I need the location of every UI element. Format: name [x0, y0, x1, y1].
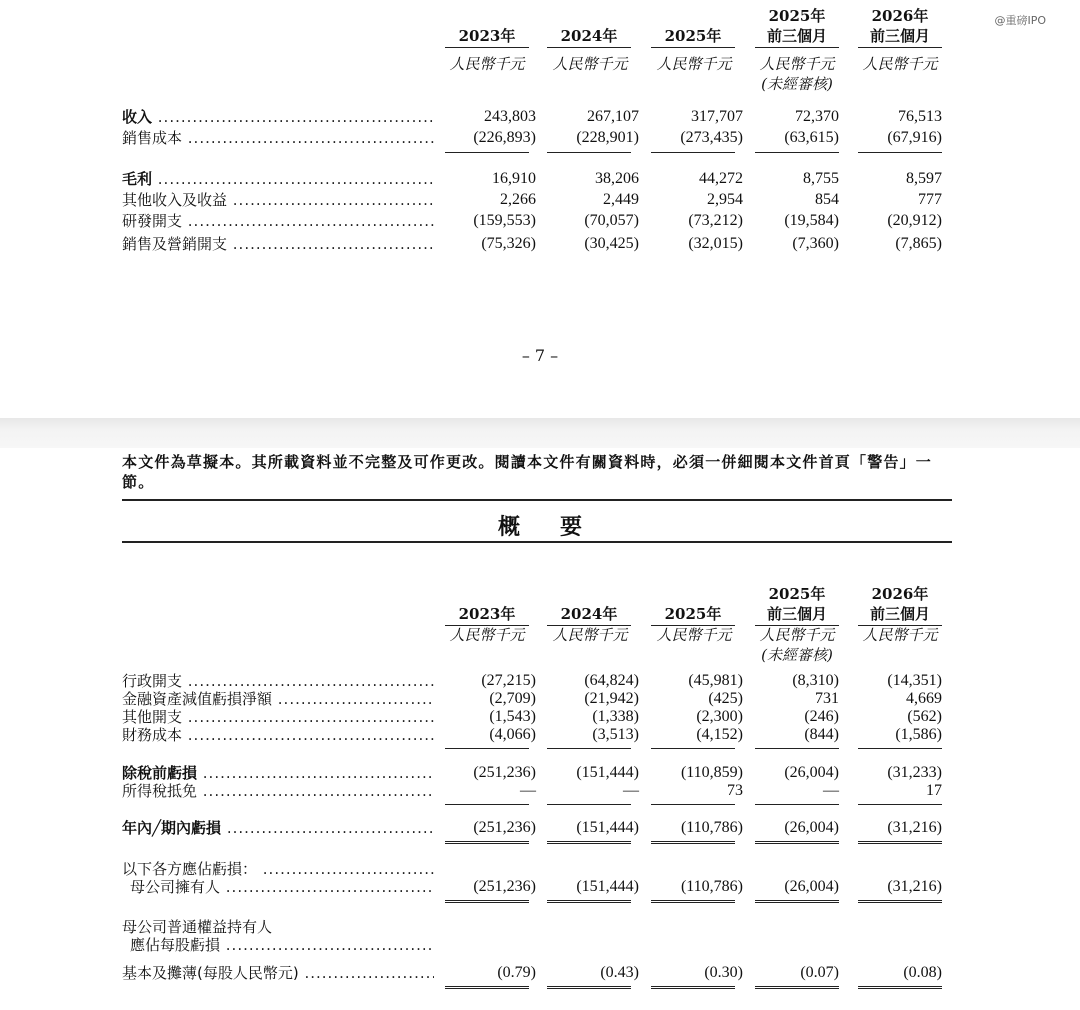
header-rule: [122, 499, 952, 501]
table-row: 金融資產減值虧損淨額 ..... (2,709) (21,942) (425) 731 4,669: [122, 690, 952, 708]
rule: [651, 152, 735, 153]
rule: [858, 804, 942, 805]
table-row: 毛利 ..... 16,910 38,206 44,272 8,755 8,597: [122, 170, 952, 188]
double-rule: [547, 986, 631, 989]
table-row: 其他開支 ..... (1,543) (1,338) (2,300) (246) (562): [122, 708, 952, 726]
double-rule: [547, 841, 631, 844]
col-header-1: 2023年: [445, 584, 529, 626]
col-header-5: 2026年 前三個月: [858, 6, 942, 48]
double-rule: [445, 841, 529, 844]
double-rule: [858, 986, 942, 989]
page-number: – 7 –: [521, 346, 559, 365]
col-header-2: 2024年: [547, 6, 631, 48]
col-unit-3: 人民幣千元: [656, 55, 732, 73]
table-row: 年內╱期內虧損 ..... (251,236) (151,444) (110,786) (26,004) (31,216): [122, 819, 952, 837]
table-row: 銷售成本 ..... (226,893) (228,901) (273,435) (63,615) (67,916): [122, 129, 952, 147]
rule: [858, 748, 942, 749]
table-row: 其他收入及收益 ..... 2,266 2,449 2,954 854 777: [122, 191, 952, 209]
rule: [445, 748, 529, 749]
rule: [755, 804, 839, 805]
col-unit-4: 人民幣千元 (未經審核): [759, 626, 835, 664]
draft-notice: 本文件為草擬本。其所載資料並不完整及可作更改。閱讀本文件有關資料時，必須一併細閱本文件首頁「警告」一節。: [122, 453, 933, 491]
double-rule: [445, 986, 529, 989]
col-unit-5: 人民幣千元: [862, 55, 938, 73]
section-title: 概要: [497, 515, 622, 540]
table-row: 收入 ..... 243,803 267,107 317,707 72,370 76,513: [122, 108, 952, 126]
double-rule: [755, 986, 839, 989]
table-row: 應佔每股虧損 .....: [122, 936, 952, 954]
table-row: 研發開支 ..... (159,553) (70,057) (73,212) (19,584) (20,912): [122, 212, 952, 230]
col-header-4: 2025年 前三個月: [755, 6, 839, 48]
col-unit-4: 人民幣千元 (未經審核): [759, 55, 835, 93]
double-rule: [755, 900, 839, 903]
col-header-5: 2026年 前三個月: [858, 584, 942, 626]
rule: [755, 152, 839, 153]
col-unit-5: 人民幣千元: [862, 626, 938, 644]
col-header-2: 2024年: [547, 584, 631, 626]
table-row: 行政開支 ..... (27,215) (64,824) (45,981) (8,310) (14,351): [122, 672, 952, 690]
table-row: 基本及攤薄(每股人民幣元) ..... (0.79) (0.43) (0.30) (0.07) (0.08): [122, 964, 952, 982]
table-row: 母公司擁有人 ..... (251,236) (151,444) (110,786) (26,004) (31,216): [122, 878, 952, 896]
col-header-1: 2023年: [445, 6, 529, 48]
table-row: 除稅前虧損 ..... (251,236) (151,444) (110,859) (26,004) (31,233): [122, 764, 952, 782]
page-8: [0, 448, 1080, 1010]
rule: [651, 804, 735, 805]
double-rule: [651, 900, 735, 903]
col-header-3: 2025年: [651, 584, 735, 626]
col-header-4: 2025年 前三個月: [755, 584, 839, 626]
page-7: [0, 0, 1080, 418]
watermark: @重磅IPO: [994, 14, 1046, 27]
page-separator: [0, 418, 1080, 448]
double-rule: [858, 841, 942, 844]
double-rule: [651, 841, 735, 844]
col-unit-1: 人民幣千元: [449, 626, 525, 644]
double-rule: [755, 841, 839, 844]
rule: [445, 152, 529, 153]
header-rule: [122, 541, 952, 543]
rule: [445, 804, 529, 805]
table-row: 銷售及營銷開支 ..... (75,326) (30,425) (32,015) (7,360) (7,865): [122, 235, 952, 253]
table-row: 以下各方應佔虧損： .....: [122, 860, 952, 878]
table-row: 母公司普通權益持有人: [122, 918, 273, 936]
col-unit-1: 人民幣千元: [449, 55, 525, 73]
double-rule: [445, 900, 529, 903]
rule: [755, 748, 839, 749]
rule: [858, 152, 942, 153]
rule: [547, 152, 631, 153]
double-rule: [547, 900, 631, 903]
table-row: 所得稅抵免 ..... — — 73 — 17: [122, 782, 952, 800]
double-rule: [858, 900, 942, 903]
col-header-3: 2025年: [651, 6, 735, 48]
rule: [547, 748, 631, 749]
table-row: 財務成本 ..... (4,066) (3,513) (4,152) (844) (1,586): [122, 726, 952, 744]
col-unit-2: 人民幣千元: [552, 55, 628, 73]
col-unit-3: 人民幣千元: [656, 626, 732, 644]
col-unit-2: 人民幣千元: [552, 626, 628, 644]
rule: [651, 748, 735, 749]
rule: [547, 804, 631, 805]
double-rule: [651, 986, 735, 989]
